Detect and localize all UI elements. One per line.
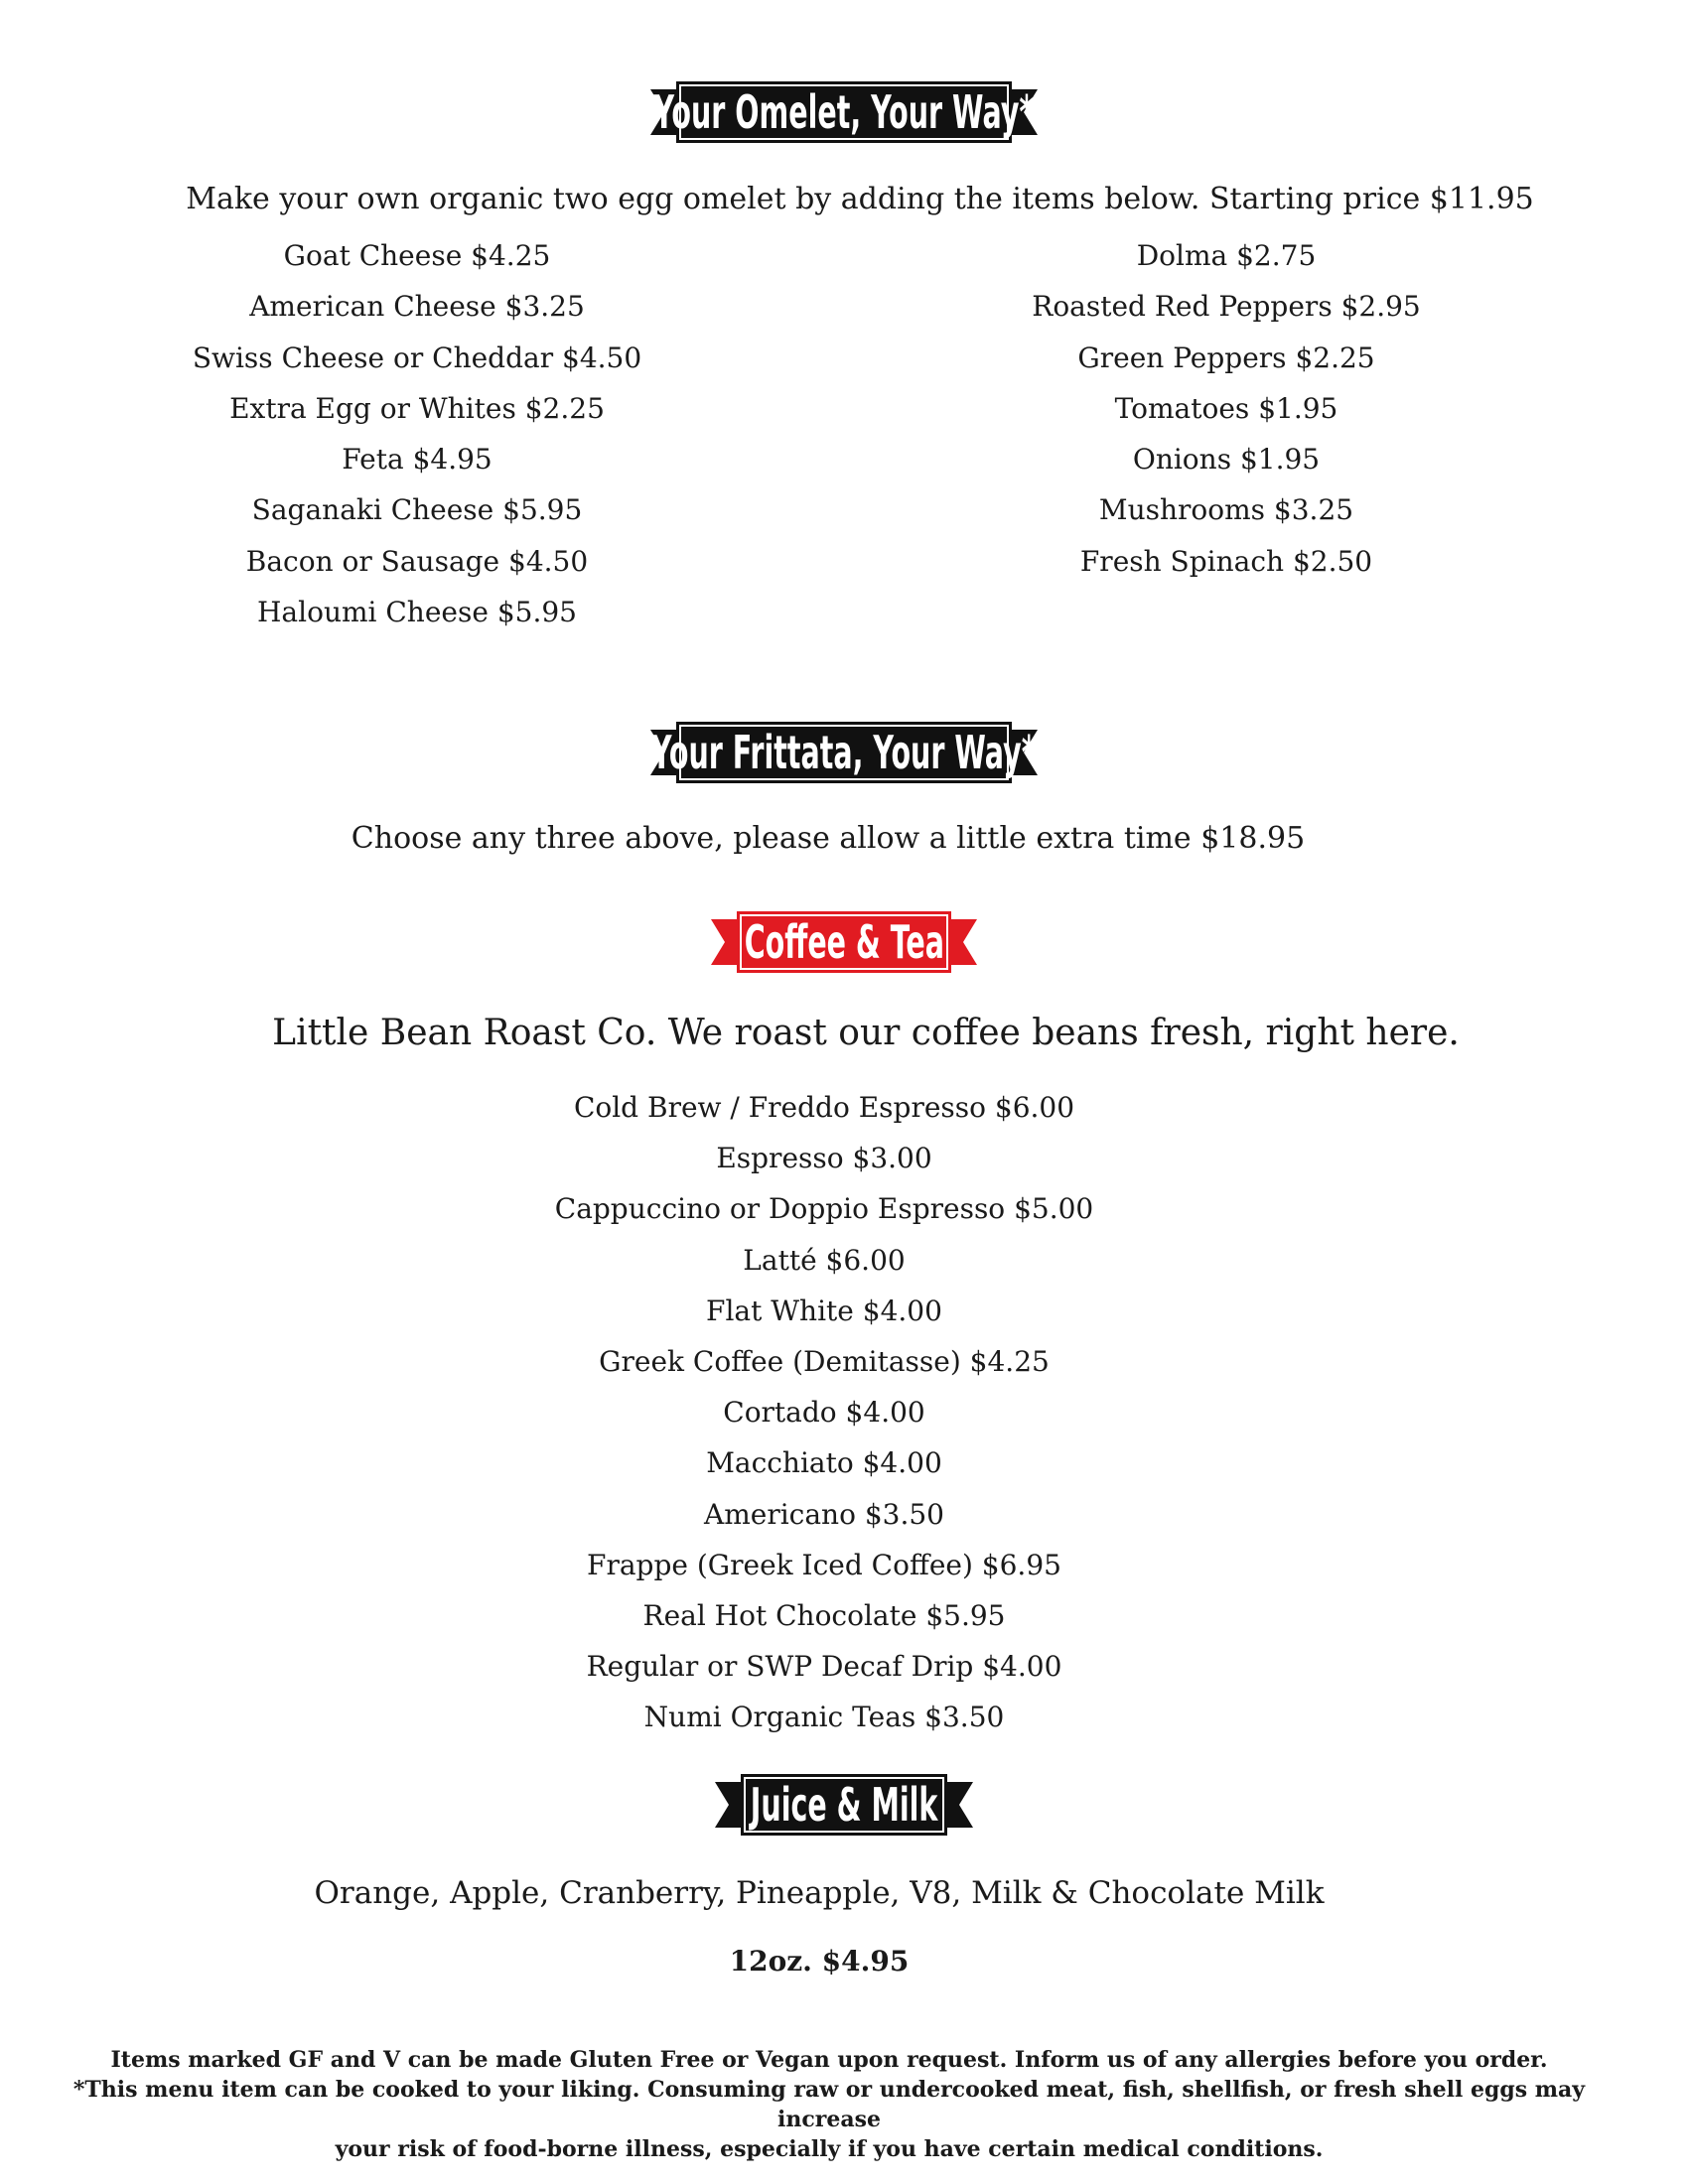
omelet-option: Tomatoes $1.95	[1114, 391, 1338, 425]
juice-banner	[715, 1774, 973, 1836]
juice-banner-label: Juice & Milk	[750, 1778, 938, 1832]
omelet-option: Fresh Spinach $2.50	[1079, 544, 1373, 578]
omelet-option: Onions $1.95	[1132, 443, 1321, 477]
omelet-options-right	[928, 230, 1524, 587]
omelet-intro: Make your own organic two egg omelet by adding the items below. Starting price $11.95	[186, 182, 1534, 216]
coffee-item: Espresso $3.00	[716, 1142, 932, 1175]
coffee-item: Numi Organic Teas $3.50	[643, 1701, 1005, 1734]
frittata-banner-label: Your Frittata, Your Way*	[651, 726, 1037, 779]
coffee-item: Americano $3.50	[703, 1497, 944, 1531]
coffee-banner	[711, 911, 977, 973]
omelet-option: Goat Cheese $4.25	[283, 239, 551, 272]
juice-list: Orange, Apple, Cranberry, Pineapple, V8, Milk & Chocolate Milk	[314, 1875, 1325, 1911]
coffee-item: Real Hot Chocolate $5.95	[642, 1598, 1006, 1632]
omelet-option: Mushrooms $3.25	[1098, 493, 1354, 527]
coffee-item: Latté $6.00	[743, 1243, 906, 1277]
coffee-list	[526, 1082, 1122, 1742]
footer-disclaimer	[40, 2045, 1618, 2164]
coffee-heading-text: Little Bean Roast Co. We roast our coffee beans fresh, right here.	[272, 1012, 1460, 1053]
footer-line: *This menu item can be cooked to your liking. Consuming raw or undercooked meat, fish, shellfish, or fresh shell eggs may increase	[72, 2077, 1586, 2132]
coffee-item: Greek Coffee (Demitasse) $4.25	[599, 1344, 1050, 1378]
coffee-item: Cold Brew / Freddo Espresso $6.00	[573, 1091, 1075, 1124]
footer-line: your risk of food-borne illness, especially if you have certain medical conditions.	[335, 2136, 1324, 2162]
omelet-option: Bacon or Sausage $4.50	[245, 544, 589, 578]
omelet-banner-label: Your Omelet, Your Way*	[653, 85, 1035, 139]
omelet-options-left	[119, 230, 715, 637]
coffee-banner-label: Coffee & Tea	[744, 915, 944, 969]
omelet-option: Green Peppers $2.25	[1077, 341, 1375, 374]
omelet-option: Feta $4.95	[342, 443, 492, 477]
coffee-item: Frappe (Greek Iced Coffee) $6.95	[587, 1548, 1061, 1581]
juice-price: 12oz. $4.95	[729, 1945, 910, 1978]
omelet-option: Extra Egg or Whites $2.25	[229, 391, 605, 425]
frittata-description: Choose any three above, please allow a little extra time $18.95	[351, 821, 1306, 856]
omelet-option: American Cheese $3.25	[249, 290, 585, 324]
frittata-banner	[650, 722, 1038, 783]
footer-line: Items marked GF and V can be made Gluten Free or Vegan upon request. Inform us of any allergies before you order.	[110, 2047, 1548, 2073]
omelet-option: Haloumi Cheese $5.95	[257, 596, 577, 629]
coffee-item: Cappuccino or Doppio Espresso $5.00	[554, 1192, 1094, 1226]
coffee-item: Macchiato $4.00	[706, 1446, 942, 1480]
coffee-item: Flat White $4.00	[706, 1294, 942, 1327]
coffee-item: Cortado $4.00	[723, 1396, 925, 1430]
omelet-option: Roasted Red Peppers $2.95	[1032, 290, 1421, 324]
omelet-option: Saganaki Cheese $5.95	[251, 493, 583, 527]
omelet-option: Dolma $2.75	[1136, 239, 1317, 272]
coffee-heading	[258, 1009, 1460, 1056]
omelet-option: Swiss Cheese or Cheddar $4.50	[192, 341, 642, 374]
omelet-banner	[650, 81, 1038, 143]
coffee-item: Regular or SWP Decaf Drip $4.00	[586, 1650, 1062, 1684]
